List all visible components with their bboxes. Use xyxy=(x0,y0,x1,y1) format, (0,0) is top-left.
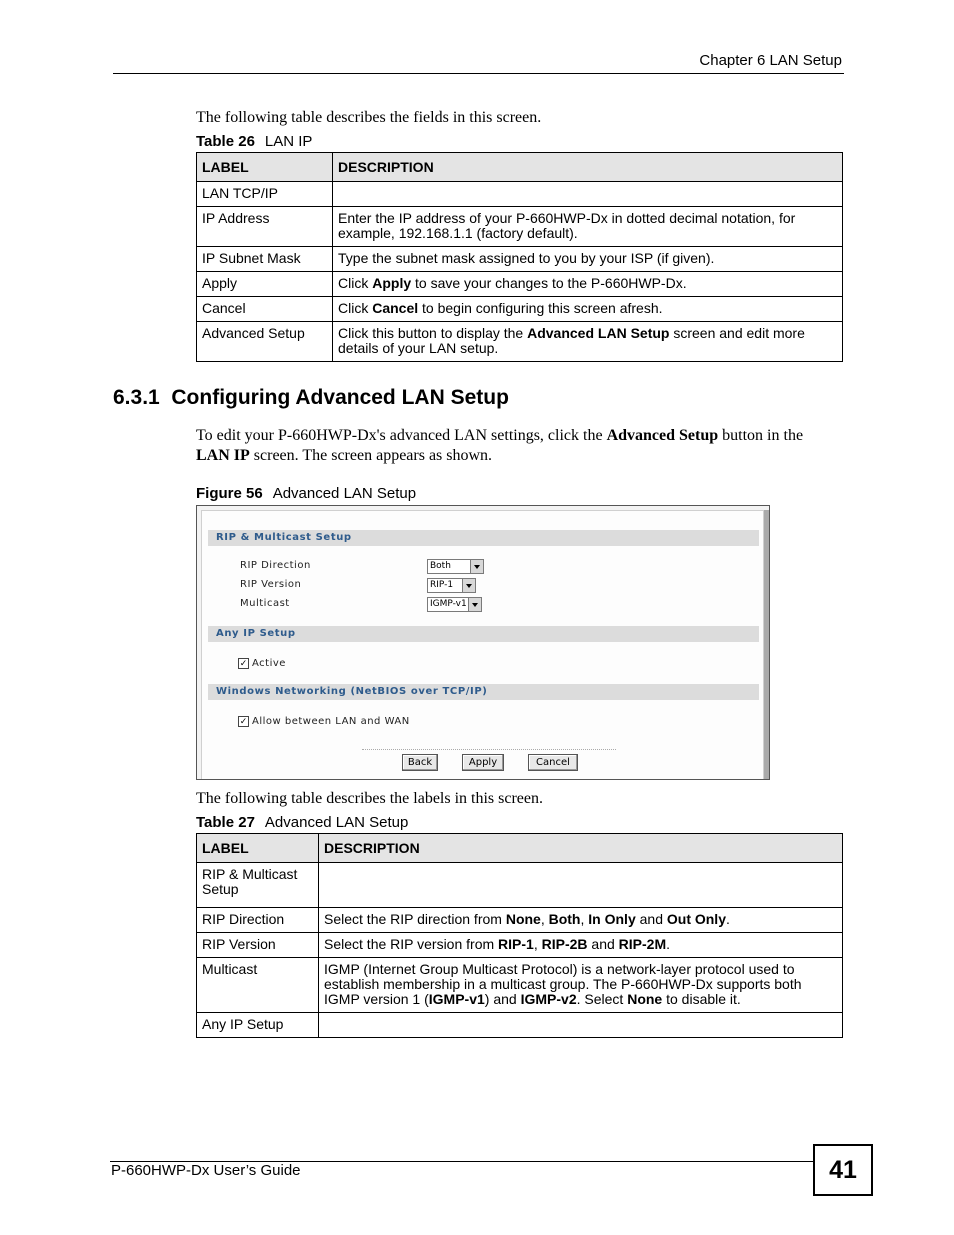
table-27-number: Table 27 xyxy=(196,814,255,831)
row-label: Multicast xyxy=(197,958,319,1013)
section-paragraph: To edit your P-660HWP-Dx's advanced LAN settings, click the Advanced Setup button in the LAN IP screen. The screen appears as shown. xyxy=(196,427,804,464)
row-description xyxy=(319,863,843,908)
section-heading: 6.3.1 Configuring Advanced LAN Setup xyxy=(113,386,509,409)
table-26-caption xyxy=(196,133,312,150)
table-row xyxy=(197,958,843,1013)
row-label: Apply xyxy=(197,272,333,297)
table-row xyxy=(197,933,843,958)
row-description: Click this button to display the Advanced LAN Setup screen and edit more details of your LAN setup. xyxy=(333,322,843,362)
table-row xyxy=(197,272,843,297)
row-label: RIP & Multicast Setup xyxy=(197,863,319,908)
column-header-description: DESCRIPTION xyxy=(333,153,843,182)
multicast-label: Multicast xyxy=(240,598,290,609)
table-row xyxy=(197,863,843,908)
row-label: Cancel xyxy=(197,297,333,322)
table-row xyxy=(197,322,843,362)
row-label: LAN TCP/IP xyxy=(197,182,333,207)
active-label: Active xyxy=(252,658,286,669)
multicast-value: IGMP-v1 xyxy=(430,599,467,609)
chevron-down-icon xyxy=(470,560,483,573)
netbios-section-header: Windows Networking (NetBIOS over TCP/IP) xyxy=(208,684,759,700)
chevron-down-icon xyxy=(468,598,481,611)
figure-56-caption xyxy=(196,485,416,502)
table-header-row xyxy=(197,153,843,182)
row-description xyxy=(319,1013,843,1038)
allow-lan-wan-checkbox[interactable]: ✓ xyxy=(239,716,248,726)
back-button[interactable]: Back xyxy=(402,754,438,771)
table-lan-ip xyxy=(196,152,843,362)
row-label: IP Subnet Mask xyxy=(197,247,333,272)
any-ip-section-header: Any IP Setup xyxy=(208,626,759,642)
table-row xyxy=(197,1013,843,1038)
apply-button[interactable]: Apply xyxy=(462,754,504,771)
row-label: Any IP Setup xyxy=(197,1013,319,1038)
row-description: Click Apply to save your changes to the P-660HWP-Dx. xyxy=(333,272,843,297)
rip-version-label: RIP Version xyxy=(240,579,302,590)
table-26-number: Table 26 xyxy=(196,133,255,150)
rip-direction-value: Both xyxy=(430,561,451,571)
rip-direction-label: RIP Direction xyxy=(240,560,311,571)
page-number: 41 xyxy=(813,1144,873,1196)
intro-paragraph-2: The following table describes the labels in this screen. xyxy=(196,790,544,807)
chevron-down-icon xyxy=(462,579,475,592)
row-label: RIP Version xyxy=(197,933,319,958)
row-description: Type the subnet mask assigned to you by your ISP (if given). xyxy=(333,247,843,272)
row-description: Click Cancel to begin configuring this screen afresh. xyxy=(333,297,843,322)
table-row xyxy=(197,182,843,207)
figure-56-number: Figure 56 xyxy=(196,485,263,502)
screenshot-panel xyxy=(201,510,764,779)
table-advanced-lan-setup xyxy=(196,833,843,1038)
cancel-button[interactable]: Cancel xyxy=(528,754,578,771)
allow-lan-wan-label: Allow between LAN and WAN xyxy=(252,716,410,727)
column-header-description: DESCRIPTION xyxy=(319,834,843,863)
rip-version-value: RIP-1 xyxy=(430,580,454,590)
row-label: IP Address xyxy=(197,207,333,247)
row-description xyxy=(333,182,843,207)
row-description: Enter the IP address of your P-660HWP-Dx in dotted decimal notation, for example, 192.168.1.1 (factory default). xyxy=(333,207,843,247)
scrollbar[interactable] xyxy=(764,510,769,779)
table-row xyxy=(197,207,843,247)
active-checkbox[interactable]: ✓ xyxy=(239,658,248,668)
rip-version-select[interactable] xyxy=(427,578,476,593)
column-header-label: LABEL xyxy=(197,153,333,182)
intro-paragraph-1: The following table describes the fields in this screen. xyxy=(196,109,542,126)
table-27-title: Advanced LAN Setup xyxy=(264,814,409,831)
rip-direction-select[interactable] xyxy=(427,559,484,574)
row-description: Select the RIP direction from None, Both, In Only and Out Only. xyxy=(319,908,843,933)
row-label: RIP Direction xyxy=(197,908,319,933)
table-27-caption xyxy=(196,814,408,831)
row-description: IGMP (Internet Group Multicast Protocol) is a network-layer protocol used to establish membership in a multicast group. The P-660HWP-Dx supports both IGMP version 1 (IGMP-v1) and IGMP-v2. Select None to disable it. xyxy=(319,958,843,1013)
table-26-title: LAN IP xyxy=(264,133,313,150)
footer-guide-title: P-660HWP-Dx User’s Guide xyxy=(111,1162,301,1179)
advanced-lan-setup-screenshot xyxy=(196,505,770,780)
rip-multicast-section-header: RIP & Multicast Setup xyxy=(208,530,759,546)
row-label: Advanced Setup xyxy=(197,322,333,362)
column-header-label: LABEL xyxy=(197,834,319,863)
multicast-select[interactable] xyxy=(427,597,482,612)
header-rule xyxy=(113,73,844,74)
divider xyxy=(362,749,616,750)
table-row xyxy=(197,297,843,322)
table-header-row xyxy=(197,834,843,863)
table-row xyxy=(197,908,843,933)
running-header: Chapter 6 LAN Setup xyxy=(699,52,842,69)
row-description: Select the RIP version from RIP-1, RIP-2B and RIP-2M. xyxy=(319,933,843,958)
table-row xyxy=(197,247,843,272)
figure-56-title: Advanced LAN Setup xyxy=(272,485,417,502)
